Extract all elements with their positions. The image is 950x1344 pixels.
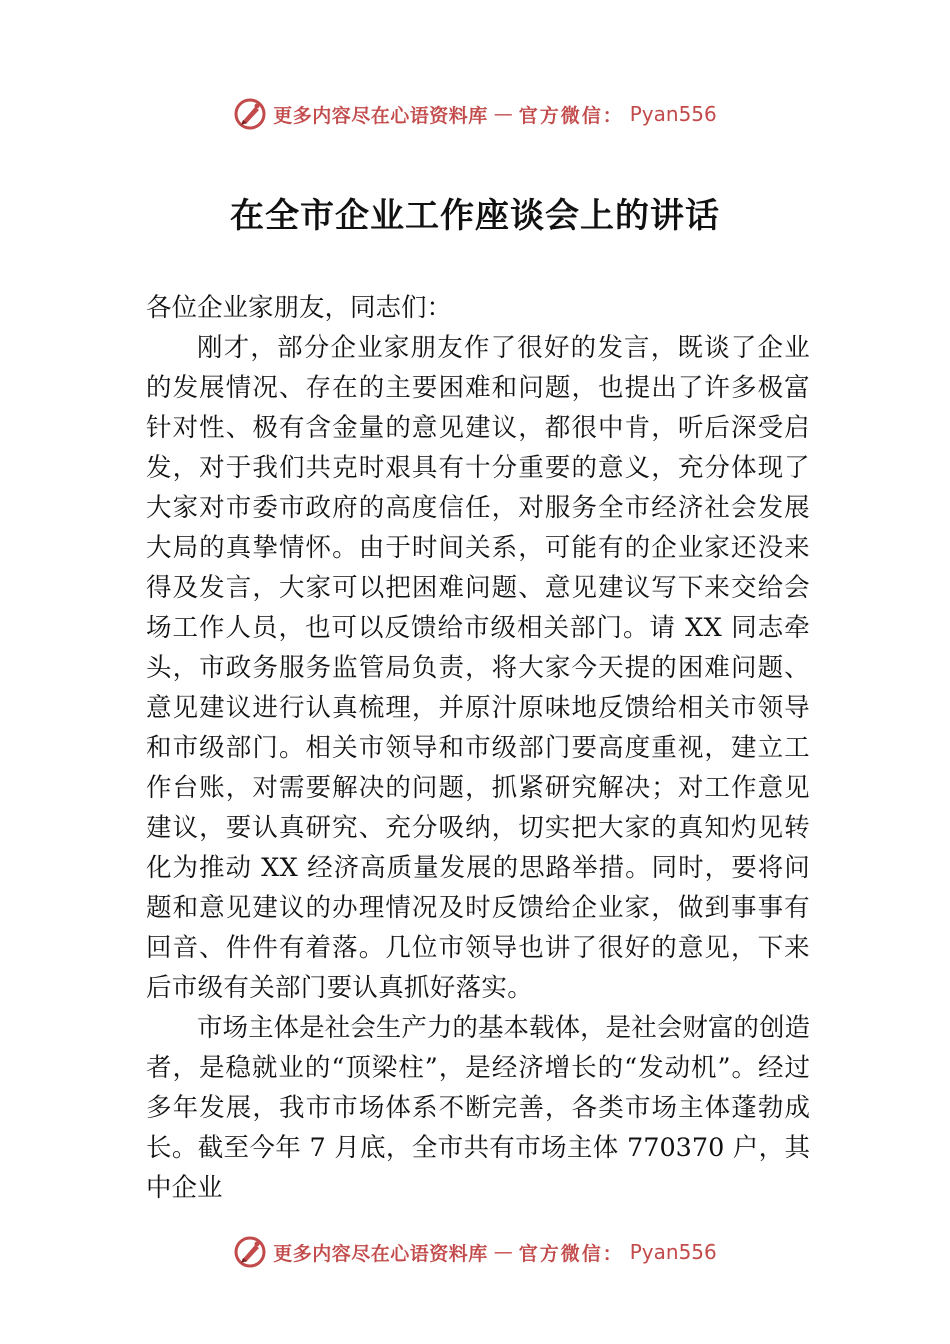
header-watermark [0, 94, 950, 134]
paragraph: 市场主体是社会生产力的基本载体，是社会财富的创造者，是稳就业的“顶梁柱”，是经济增长的“发动机”。经过多年发展，我市市场体系不断完善，各类市场主体蓬勃成长。截至今年 7 月底，全市共有市场主体 770370 户，其中企业 [146, 1013, 810, 1203]
watermark-text: 更多内容尽在心语资料库 [273, 1242, 488, 1265]
salutation: 各位企业家朋友，同志们： [146, 293, 453, 323]
footer-watermark [0, 1232, 950, 1272]
watermark-separator: — [493, 103, 513, 125]
watermark-separator: — [493, 1241, 513, 1263]
watermark-label: 官方微信： [518, 1242, 624, 1265]
watermark-wechat-id: Pyan556 [629, 102, 717, 126]
pen-logo-icon [233, 1235, 267, 1269]
document-body [146, 288, 810, 1208]
document-title: 在全市企业工作座谈会上的讲话 [230, 196, 720, 236]
watermark-label: 官方微信： [518, 104, 624, 127]
paragraph: 刚才，部分企业家朋友作了很好的发言，既谈了企业的发展情况、存在的主要困难和问题，也提出了许多极富针对性、极有含金量的意见建议，都很中肯，听后深受启发，对于我们共克时艰具有十分重要的意义，充分体现了大家对市委市政府的高度信任，对服务全市经济社会发展大局的真挚情怀。由于时间关系，可能有的企业家还没来得及发言，大家可以把困难问题、意见建议写下来交给会场工作人员，也可以反馈给市级相关部门。请 XX 同志牵头，市政务服务监管局负责，将大家今天提的困难问题、意见建议进行认真梳理，并原汁原味地反馈给相关市领导和市级部门。相关市领导和市级部门要高度重视，建立工作台账，对需要解决的问题，抓紧研究解决；对工作意见建议，要认真研究、充分吸纳，切实把大家的真知灼见转化为推动 XX 经济高质量发展的思路举措。同时，要将问题和意见建议的办理情况及时反馈给企业家，做到事事有回音、件件有着落。几位市领导也讲了很好的意见，下来后市级有关部门要认真抓好落实。 [146, 333, 810, 1003]
pen-logo-icon [233, 97, 267, 131]
watermark-text: 更多内容尽在心语资料库 [273, 104, 488, 127]
watermark-wechat-id: Pyan556 [629, 1240, 717, 1264]
